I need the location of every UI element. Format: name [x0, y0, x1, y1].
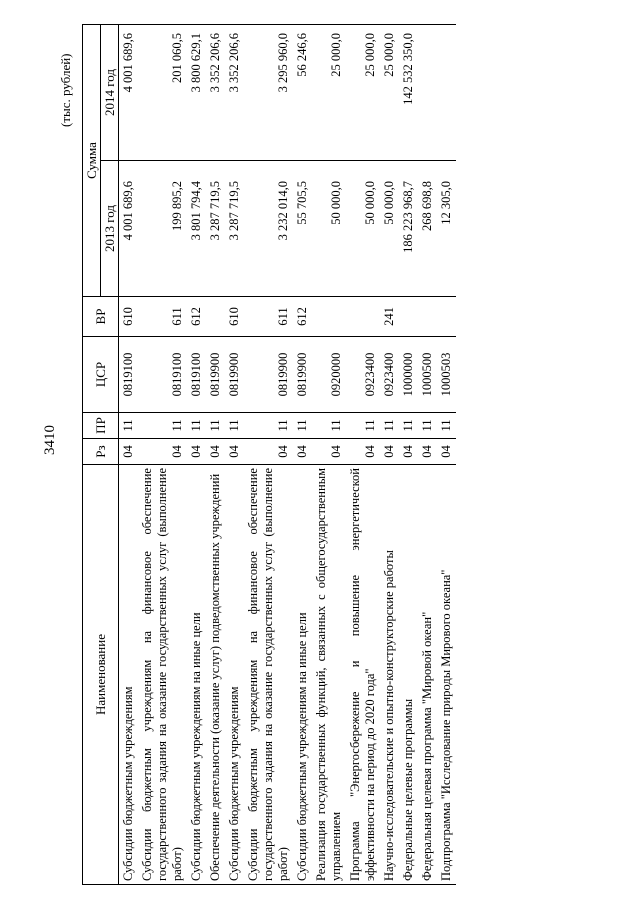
col-name-header: Наименование — [83, 465, 119, 885]
row-rz: 04 — [119, 439, 139, 465]
row-sum-2013: 199 895,2 — [138, 161, 187, 297]
row-pr: 11 — [380, 413, 399, 439]
row-sum-2013: 50 000,0 — [380, 161, 399, 297]
row-name: Подпрограмма "Исследование природы Мирового океана" — [437, 465, 456, 885]
row-sum-2013: 268 698,8 — [418, 161, 437, 297]
row-name: Субсидии бюджетным учреждениям на финансовое обеспечение государственного задания на оказание государственных услуг (выполнение работ) — [138, 465, 187, 885]
row-pr: 11 — [312, 413, 346, 439]
row-name: Федеральная целевая программа "Мировой океан" — [418, 465, 437, 885]
table-row — [138, 25, 187, 885]
col-2014-header: 2014 год — [101, 25, 119, 161]
row-pr: 11 — [293, 413, 312, 439]
row-vr — [399, 297, 418, 337]
col-pr-header: ПР — [83, 413, 119, 439]
row-pr: 11 — [244, 413, 293, 439]
row-rz: 04 — [244, 439, 293, 465]
row-sum-2013: 50 000,0 — [346, 161, 380, 297]
table-row — [399, 25, 418, 885]
row-sum-2014: 4 001 689,6 — [119, 25, 139, 161]
row-pr: 11 — [138, 413, 187, 439]
row-csr: 0819100 — [187, 337, 206, 413]
row-sum-2013: 4 001 689,6 — [119, 161, 139, 297]
row-csr: 1000500 — [418, 337, 437, 413]
table-row — [418, 25, 437, 885]
row-sum-2014: 3 295 960,0 — [244, 25, 293, 161]
row-csr: 1000000 — [399, 337, 418, 413]
row-pr: 11 — [206, 413, 225, 439]
row-name: Федеральные целевые программы — [399, 465, 418, 885]
row-sum-2013: 3 287 719,5 — [225, 161, 244, 297]
row-pr: 11 — [437, 413, 456, 439]
row-rz: 04 — [206, 439, 225, 465]
row-vr: 611 — [244, 297, 293, 337]
table-row — [187, 25, 206, 885]
col-csr-header: ЦСР — [83, 337, 119, 413]
row-sum-2014: 25 000,0 — [380, 25, 399, 161]
row-vr — [312, 297, 346, 337]
row-name: Субсидии бюджетным учреждениям на финансовое обеспечение государственного задания на оказание государственных услуг (выполнение работ) — [244, 465, 293, 885]
row-rz: 04 — [293, 439, 312, 465]
row-csr: 0819900 — [293, 337, 312, 413]
row-rz: 04 — [380, 439, 399, 465]
table-row — [119, 25, 139, 885]
row-sum-2014: 3 352 206,6 — [206, 25, 225, 161]
table-row — [225, 25, 244, 885]
row-csr: 0819100 — [119, 337, 139, 413]
row-vr: 610 — [225, 297, 244, 337]
table-row — [293, 25, 312, 885]
row-sum-2013: 3 287 719,5 — [206, 161, 225, 297]
row-name: Субсидии бюджетным учреждениям на иные цели — [187, 465, 206, 885]
row-pr: 11 — [187, 413, 206, 439]
row-csr: 0923400 — [346, 337, 380, 413]
row-name: Реализация государственных функций, связанных с общегосударственным управлением — [312, 465, 346, 885]
row-vr — [346, 297, 380, 337]
row-sum-2014: 3 352 206,6 — [225, 25, 244, 161]
row-sum-2014: 56 246,6 — [293, 25, 312, 161]
row-sum-2013: 3 801 794,4 — [187, 161, 206, 297]
col-vr-header: ВР — [83, 297, 119, 337]
row-pr: 11 — [418, 413, 437, 439]
col-sum-header: Сумма — [83, 25, 101, 297]
header-row-1 — [83, 25, 101, 885]
row-rz: 04 — [346, 439, 380, 465]
units-label: (тыс. рублей) — [58, 53, 73, 127]
row-vr — [418, 297, 437, 337]
row-sum-2013: 3 232 014,0 — [244, 161, 293, 297]
table-row — [206, 25, 225, 885]
row-csr: 0819100 — [138, 337, 187, 413]
col-rz-header: Рз — [83, 439, 119, 465]
row-name: Субсидии бюджетным учреждениям — [225, 465, 244, 885]
row-sum-2014: 201 060,5 — [138, 25, 187, 161]
row-sum-2013: 12 305,0 — [437, 161, 456, 297]
table-row — [312, 25, 346, 885]
row-name: Субсидии бюджетным учреждениям на иные цели — [293, 465, 312, 885]
col-2013-header: 2013 год — [101, 161, 119, 297]
table-row — [380, 25, 399, 885]
row-sum-2014: 25 000,0 — [312, 25, 346, 161]
row-rz: 04 — [437, 439, 456, 465]
row-rz: 04 — [225, 439, 244, 465]
table-body — [119, 25, 457, 885]
table-row — [346, 25, 380, 885]
row-csr: 1000503 — [437, 337, 456, 413]
row-name: Программа "Энергосбережение и повышение энергетической эффективности на период до 2020 года" — [346, 465, 380, 885]
row-vr: 611 — [138, 297, 187, 337]
row-sum-2014: 142 532 350,0 — [399, 25, 418, 161]
table-row — [437, 25, 456, 885]
row-sum-2014 — [437, 25, 456, 161]
row-csr: 0920000 — [312, 337, 346, 413]
row-sum-2014: 25 000,0 — [346, 25, 380, 161]
row-rz: 04 — [138, 439, 187, 465]
row-rz: 04 — [399, 439, 418, 465]
row-pr: 11 — [346, 413, 380, 439]
row-rz: 04 — [418, 439, 437, 465]
table-row — [244, 25, 293, 885]
row-pr: 11 — [225, 413, 244, 439]
row-csr: 0923400 — [380, 337, 399, 413]
row-sum-2014: 3 800 629,1 — [187, 25, 206, 161]
row-csr: 0819900 — [244, 337, 293, 413]
page-number: 3410 — [42, 425, 58, 455]
row-pr: 11 — [399, 413, 418, 439]
row-name: Научно-исследовательские и опытно-конструкторские работы — [380, 465, 399, 885]
row-vr — [206, 297, 225, 337]
row-sum-2013: 50 000,0 — [312, 161, 346, 297]
row-rz: 04 — [312, 439, 346, 465]
row-vr: 612 — [187, 297, 206, 337]
budget-table — [82, 24, 456, 885]
row-vr: 610 — [119, 297, 139, 337]
row-vr — [437, 297, 456, 337]
row-vr: 241 — [380, 297, 399, 337]
row-csr: 0819900 — [206, 337, 225, 413]
row-sum-2013: 55 705,5 — [293, 161, 312, 297]
row-sum-2014 — [418, 25, 437, 161]
row-sum-2013: 186 223 968,7 — [399, 161, 418, 297]
row-name: Субсидии бюджетным учреждениям — [119, 465, 139, 885]
row-rz: 04 — [187, 439, 206, 465]
row-pr: 11 — [119, 413, 139, 439]
row-name: Обеспечение деятельности (оказание услуг) подведомственных учреждений — [206, 465, 225, 885]
row-vr: 612 — [293, 297, 312, 337]
row-csr: 0819900 — [225, 337, 244, 413]
